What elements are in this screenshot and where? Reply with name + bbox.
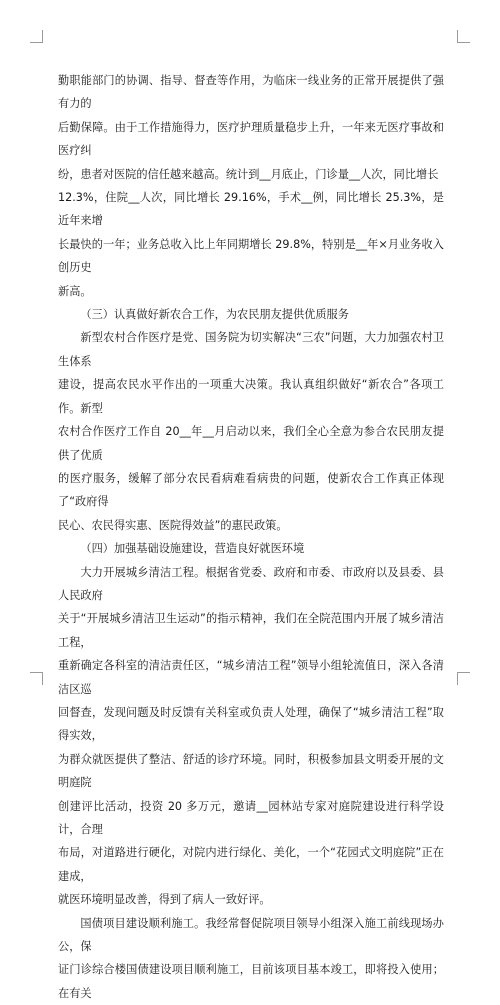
text-line: （三）认真做好新农合工作，为农民朋友提供优质服务 — [80, 308, 349, 322]
text-line: 布局，对道路进行硬化，对院内进行绿化、美化，一个“花园式文明庭院”正在建成， — [58, 846, 444, 883]
section-heading — [58, 303, 444, 326]
text-line: 纷，患者对医院的信任越来越高。统计到__月底止，门诊量__人次，同比增长 — [58, 167, 439, 181]
text-line: 勤职能部门的协调、指导、督查等作用，为临床一线业务的正常开展提供了强有力的 — [58, 74, 444, 111]
text-line: 新高。 — [58, 284, 92, 298]
text-line: 为群众就医提供了整洁、舒适的诊疗环境。同时，积极参加县文明委开展的文明庭院 — [58, 752, 444, 790]
document-body — [58, 69, 444, 1005]
crop-mark-top-right — [457, 30, 470, 43]
crop-mark-top-left — [30, 30, 43, 43]
text-line: 重新确定各科室的清洁责任区，“城乡清洁工程”领导小组轮流值日，深入各清洁区巡 — [58, 659, 444, 696]
body-paragraph — [58, 326, 444, 537]
text-line: 关于“开展城乡清洁卫生运动”的指示精神，我们在全院范围内开展了城乡清洁工程， — [58, 612, 444, 649]
section-heading — [58, 537, 444, 560]
text-line: 建设，提高农民水平作出的一项重大决策。我认真组织做好“新农合”各项工作。新型 — [58, 378, 444, 415]
text-line: 证门诊综合楼国债建设项目顺利施工，目前该项目基本竣工，即将投入使用；在有关 — [58, 963, 444, 1000]
text-line: 大力开展城乡清洁工程。根据省党委、政府和市委、市政府以及县委、县人民政府 — [58, 565, 444, 602]
body-paragraph — [58, 561, 444, 912]
text-line: 回督查，发现问题及时反馈有关科室或负责人处理，确保了“城乡清洁工程”取得实效， — [58, 705, 444, 743]
text-line: 农村合作医疗工作自 20__年__月启动以来，我们全心全意为参合农民朋友提供了优质 — [58, 425, 444, 462]
text-line: 长最快的一年；业务总收入比上年同期增长 29.8%，特别是__年×月业务收入创历史 — [58, 237, 444, 275]
text-line: 民心、农民得实惠、医院得效益”的惠民政策。 — [58, 518, 288, 532]
text-line: （四）加强基础设施建设，营造良好就医环境 — [80, 542, 305, 556]
body-paragraph — [58, 912, 444, 1005]
text-line: 新型农村合作医疗是党、国务院为切实解决“三农”问题，大力加强农村卫生体系 — [58, 331, 444, 368]
text-line: 国债项目建设顺利施工。我经常督促院项目领导小组深入施工前线现场办公，保 — [58, 916, 444, 954]
text-line: 创建评比活动，投资 20 多万元，邀请__园林站专家对庭院建设进行科学设计，合理 — [58, 799, 444, 836]
text-line: 后勤保障。由于工作措施得力，医疗护理质量稳步上升，一年来无医疗事故和医疗纠 — [58, 120, 444, 158]
text-line: 12.3%，住院__人次，同比增长 29.16%，手术__例，同比增长 25.3%，是近年来增 — [58, 191, 444, 228]
text-line: 的医疗服务，缓解了部分农民看病难看病贵的问题，使新农合工作真正体现了“政府得 — [58, 471, 444, 509]
crop-mark-bottom-right — [457, 672, 470, 685]
crop-mark-bottom-left — [30, 672, 43, 685]
text-line: 就医环境明显改善，得到了病人一致好评。 — [58, 893, 271, 907]
body-paragraph — [58, 69, 444, 303]
